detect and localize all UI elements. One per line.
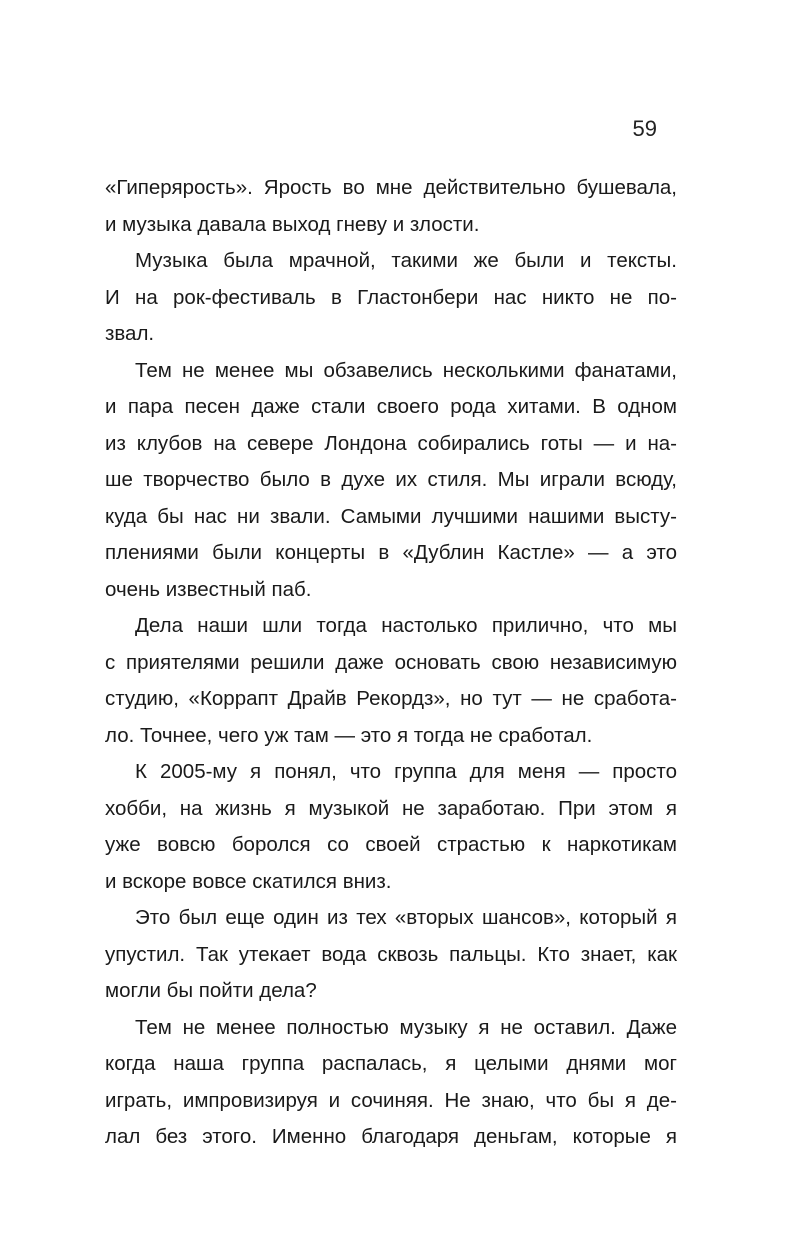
- paragraph: [105, 754, 677, 900]
- text-line: когда наша группа распалась, я целыми днями мог: [105, 1052, 677, 1075]
- text-line: лал без этого. Именно благодаря деньгам, которые я: [105, 1125, 677, 1148]
- text-line: Это был еще один из тех «вторых шансов», который я: [135, 906, 677, 929]
- text-line: Музыка была мрачной, такими же были и тексты.: [135, 249, 677, 272]
- text-line: из клубов на севере Лондона собирались готы — и на-: [105, 431, 677, 455]
- paragraph: [105, 243, 677, 353]
- text-line: куда бы нас ни звали. Самыми лучшими нашими высту-: [105, 504, 677, 528]
- paragraph: [105, 1010, 677, 1156]
- text-line: ше творчество было в духе их стиля. Мы играли всюду,: [105, 468, 677, 491]
- text-line: хобби, на жизнь я музыкой не заработаю. При этом я: [105, 796, 677, 820]
- body-text: [105, 170, 677, 1156]
- text-line: упустил. Так утекает вода сквозь пальцы. Кто знает, как: [105, 942, 677, 966]
- text-line: студию, «Коррапт Драйв Рекордз», но тут — не сработа-: [105, 687, 677, 710]
- text-line: «Гиперярость». Ярость во мне действительно бушевала,: [105, 176, 677, 199]
- text-line: И на рок-фестиваль в Гластонбери нас никто не по-: [105, 285, 677, 309]
- paragraph: [105, 353, 677, 609]
- text-line: Тем не менее мы обзавелись несколькими фанатами,: [135, 358, 677, 382]
- paragraph: [105, 170, 677, 243]
- text-line: играть, импровизируя и сочиняя. Не знаю, что бы я де-: [105, 1088, 677, 1112]
- text-line: и музыка давала выход гневу и злости.: [105, 212, 480, 236]
- text-line: могли бы пойти дела?: [105, 979, 317, 1002]
- paragraph: [105, 900, 677, 1010]
- text-line: и пара песен даже стали своего рода хитами. В одном: [105, 395, 677, 418]
- paragraph: [105, 608, 677, 754]
- text-line: уже вовсю боролся со своей страстью к наркотикам: [105, 833, 677, 856]
- text-line: очень известный паб.: [105, 577, 312, 601]
- page-number: 59: [632, 116, 657, 141]
- text-line: ло. Точнее, чего уж там — это я тогда не сработал.: [105, 723, 593, 747]
- text-line: звал.: [105, 322, 155, 345]
- text-line: плениями были концерты в «Дублин Кастле» — а это: [105, 541, 677, 564]
- text-line: с приятелями решили даже основать свою независимую: [105, 650, 677, 674]
- text-line: и вскоре вовсе скатился вниз.: [105, 869, 392, 893]
- text-line: К 2005-му я понял, что группа для меня — просто: [135, 760, 677, 783]
- text-line: Тем не менее полностью музыку я не оставил. Даже: [135, 1015, 677, 1039]
- text-line: Дела наши шли тогда настолько прилично, что мы: [135, 614, 677, 637]
